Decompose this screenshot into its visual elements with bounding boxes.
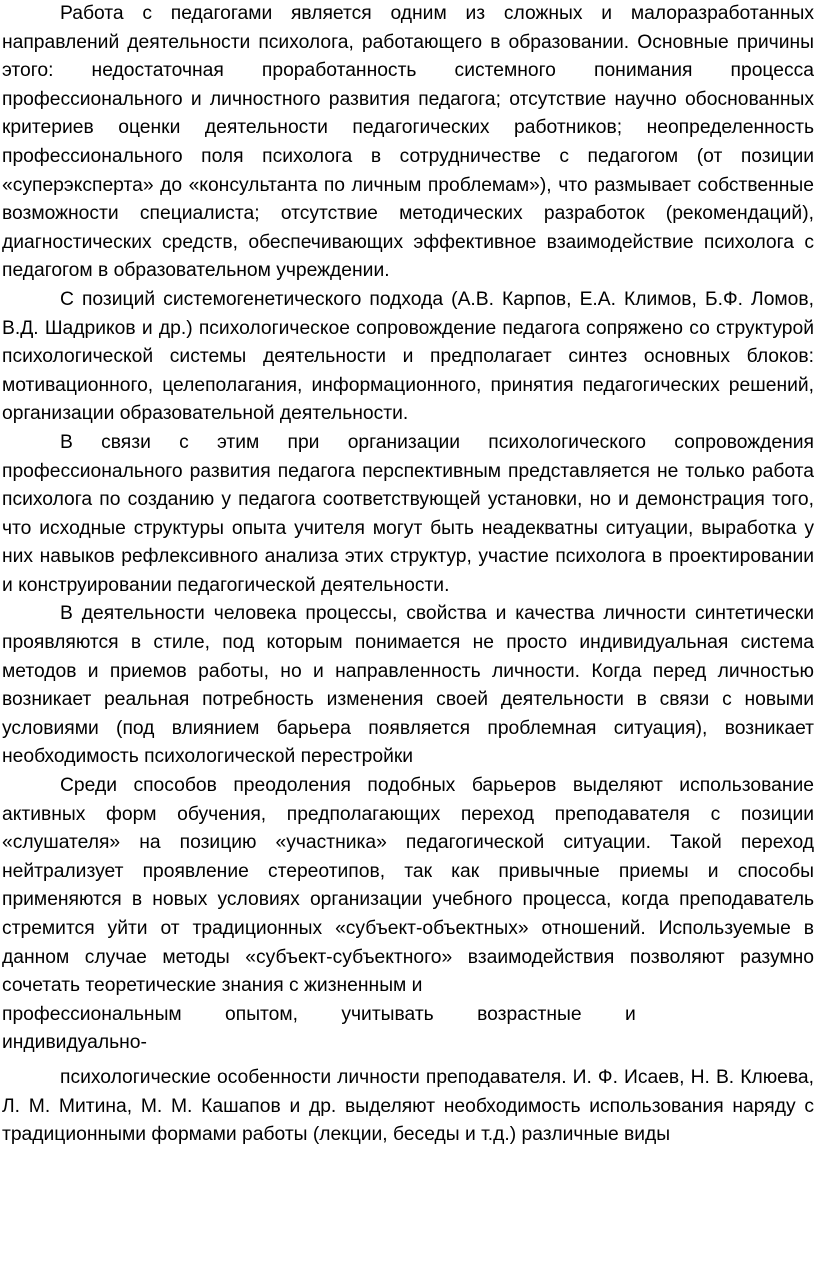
paragraph-5: Среди способов преодоления подобных барьеров выделяют использование активных форм обучения, предполагающих переход преподавателя с позиции «слушателя» на позицию «участника» педагогической ситуации. Такой переход нейтрализует проявление стереотипов, так как привычные приемы и способы применяются в новых условиях организации учебного процесса, когда преподаватель стремится уйти от традиционных «субъект-объектных» отношений. Используемые в данном случае методы «субъект-субъектного» взаимодействия позволяют разумно сочетать теоретические знания с жизненным и [2, 775, 814, 997]
paragraph-2: С позиций системогенетического подхода (А.В. Карпов, Е.А. Климов, Б.Ф. Ломов, В.Д. Шадриков и др.) психологическое сопровождение педагога сопряжено со структурой психологической системы деятельности и предполагает синтез основных блоков: мотивационного, целеполагания, информационного, принятия педагогических решений, организации образовательной деятельности. [2, 288, 814, 425]
paragraph-6: психологические особенности личности преподавателя. И. Ф. Исаев, Н. В. Клюева, Л. М. Митина, М. М. Кашапов и др. выделяют необходимость использования наряду с традиционными формами работы (лекции, беседы и т.д.) различные виды [2, 1066, 814, 1146]
fragment-line-1: профессиональным опытом, учитывать возрастные и [2, 1003, 636, 1025]
paragraph-1: Работа с педагогами является одним из сложных и малоразработанных направлений деятельности психолога, работающего в образовании. Основные причины этого: недостаточная проработанность системного понимания процесса профессионального и личностного развития педагога; отсутствие научно обоснованных критериев оценки деятельности педагогических работников; неопределенность профессионального поля психолога в сотрудничестве с педагогом (от позиции «суперэксперта» до «консультанта по личным проблемам»), что размывает собственные возможности специалиста; отсутствие методических разработок (рекомендаций), диагностических средств, обеспечивающих эффективное взаимодействие психолога с педагогом в образовательном учреждении. [2, 3, 814, 282]
document-page [2, 0, 814, 1150]
paragraph-3: В связи с этим при организации психологического сопровождения профессионального развития педагога перспективным представляется не только работа психолога по созданию у педагога соответствующей установки, но и демонстрация того, что исходные структуры опыта учителя могут быть неадекватны ситуации, выработка у них навыков рефлексивного анализа этих структур, участие психолога в проектировании и конструировании педагогической деятельности. [2, 431, 814, 596]
paragraph-5-tail [2, 1001, 814, 1058]
paragraph-4: В деятельности человека процессы, свойства и качества личности синтетически проявляются в стиле, под которым понимается не просто индивидуальная система методов и приемов работы, но и направленность личности. Когда перед личностью возникает реальная потребность изменения своей деятельности в связи с новыми условиями (под влиянием барьера появляется проблемная ситуация), возникает необходимость психологической перестройки [2, 603, 814, 768]
fragment-line-2: индивидуально- [2, 1032, 147, 1054]
